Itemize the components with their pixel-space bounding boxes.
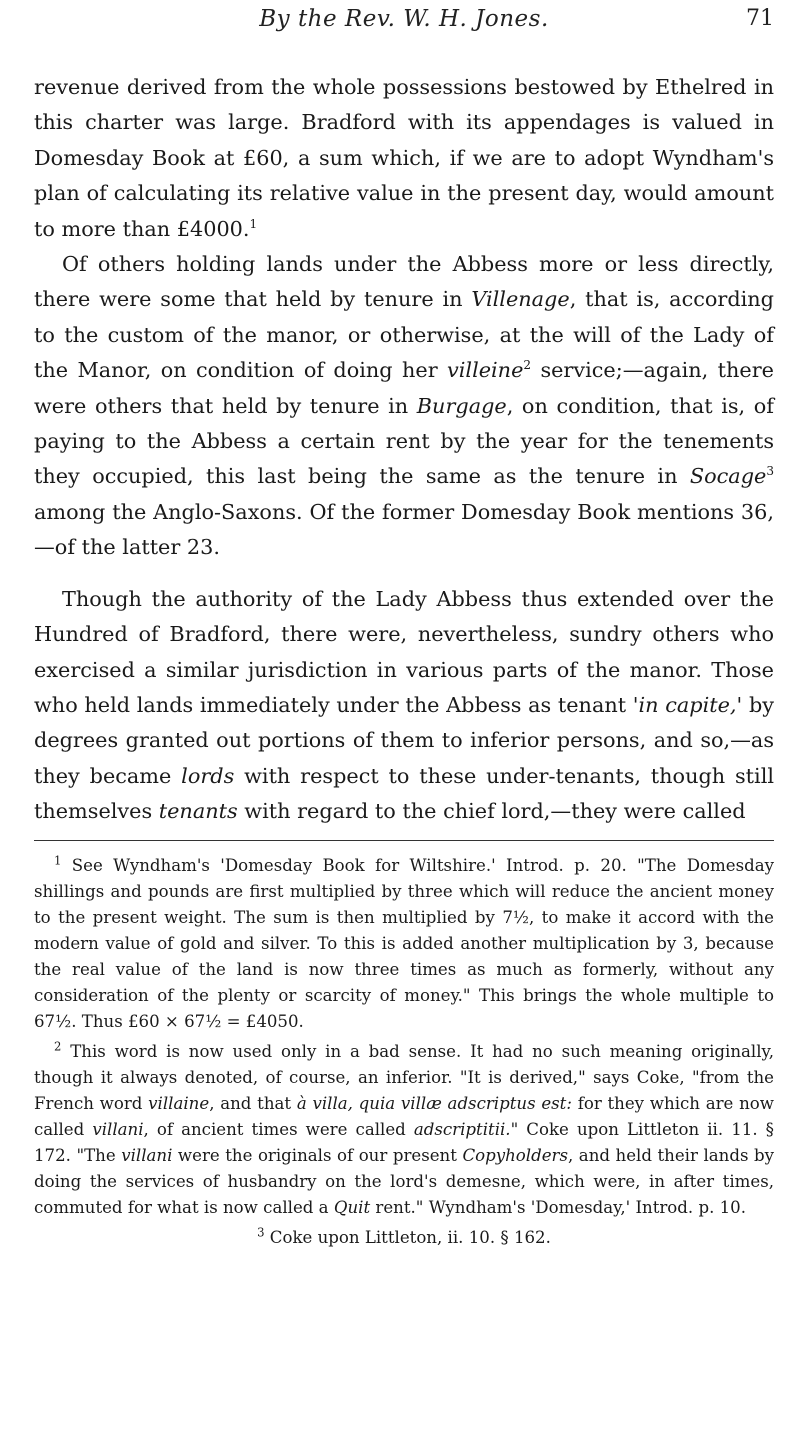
footnote-3 [34,1225,774,1251]
italic-term: villani [92,1119,144,1139]
footnote-ref-1: 1 [249,216,258,231]
text-run: , and that [209,1093,297,1113]
footnote-ref-2: 2 [523,358,532,373]
text-run: revenue derived from the whole possessions bestowed by Ethelred in this charter was large. Bradford with its appendages is valued in Domesday Book at £60, a sum which, if we are to adopt Wyndham's plan of calculating its relative value in the present day, would amount to more than £4000. [34,75,774,241]
text-run: This word is now used only in a bad sense. It had no such meaning originally, though it always denoted, of course, an inferior. "It is derived," says Coke, "from the French word [34,1041,774,1113]
italic-term: Socage [689,464,767,489]
footnote-divider [34,840,774,841]
text-run: were the originals of our present [172,1145,463,1165]
italic-term: villeine [447,358,524,383]
italic-term: in capite, [638,692,737,717]
footnote-marker: 3 [257,1225,265,1239]
book-page [34,0,774,1255]
text-run: See Wyndham's 'Domesday Book for Wiltshire.' Introd. p. 20. "The Domesday shillings and pounds are first multiplied by three which will reduce the ancient money to the present weight. The sum is then multiplied by 7½, to make it accord with the modern value of gold and silver. To this is added another multiplication by 3, because the real value of the land is now three times as much as formerly, without any consideration of the plenty or scarcity of money." This brings the whole multiple to 67½. Thus £60 × 67½ = £4050. [34,855,774,1031]
text-run: Coke upon Littleton, ii. 10. § 162. [264,1227,551,1247]
text-run: , and held their lands by doing the services of husbandry on the lord's demesne, which were, in after times, commuted for what is now called a [34,1145,774,1217]
page-number: 71 [746,6,774,31]
italic-term: villani [121,1145,173,1165]
text-run: with regard to the chief lord,—they were called [237,799,746,824]
text-run: rent." Wyndham's 'Domesday,' Introd. p. 10. [370,1197,747,1217]
italic-term: villaine [148,1093,210,1113]
paragraph-3 [34,582,774,830]
italic-term: Quit [333,1197,371,1217]
italic-term: Burgage [416,393,507,418]
text-run: , of ancient times were called [143,1119,414,1139]
paragraph-1 [34,70,774,247]
text-run: ' by degrees granted out portions of them to inferior persons, and so,—as they became [34,692,775,788]
text-run: Of others holding lands under the Abbess more or less directly, there were some that held by tenure in [34,252,774,312]
italic-term: lords [181,763,235,788]
text-run: for they which are now called [34,1093,774,1139]
italic-term: Villenage [471,287,570,312]
running-title: By the Rev. W. H. Jones. [259,6,549,32]
footnote-1 [34,853,774,1035]
italic-term: adscriptitii. [413,1119,511,1139]
text-run: " Coke upon Littleton ii. 11. § 172. "The [34,1119,774,1165]
main-text [34,70,774,830]
text-run: , that is, according to the custom of the manor, or otherwise, at the will of the Lady of the Manor, on condition of doing her [34,287,774,383]
paragraph-2 [34,247,774,566]
text-run: , on condition, that is, of paying to the Abbess a certain rent by the year for the tenements they occupied, this last being the same as the tenure in [34,393,774,489]
text-run: among the Anglo-Saxons. Of the former Domesday Book mentions 36, —of the latter 23. [34,499,774,560]
footnote-ref-3: 3 [766,464,774,479]
italic-term: à villa, quia villæ adscriptus est: [296,1093,572,1113]
text-run: service;—again, there were others that held by tenure in [34,358,774,418]
footnote-marker: 2 [54,1039,62,1053]
italic-term: Copyholders [462,1145,568,1165]
text-run: with respect to these under-tenants, though still themselves [34,763,774,824]
running-head [34,0,774,52]
footnotes [34,853,774,1251]
footnote-marker: 1 [54,853,62,867]
italic-term: tenants [158,799,238,824]
footnote-2 [34,1039,774,1221]
text-run: Though the authority of the Lady Abbess thus extended over the Hundred of Bradford, there were, nevertheless, sundry others who exercised a similar jurisdiction in various parts of the manor. Those who held lands immediately under the Abbess as tenant ' [34,586,774,717]
